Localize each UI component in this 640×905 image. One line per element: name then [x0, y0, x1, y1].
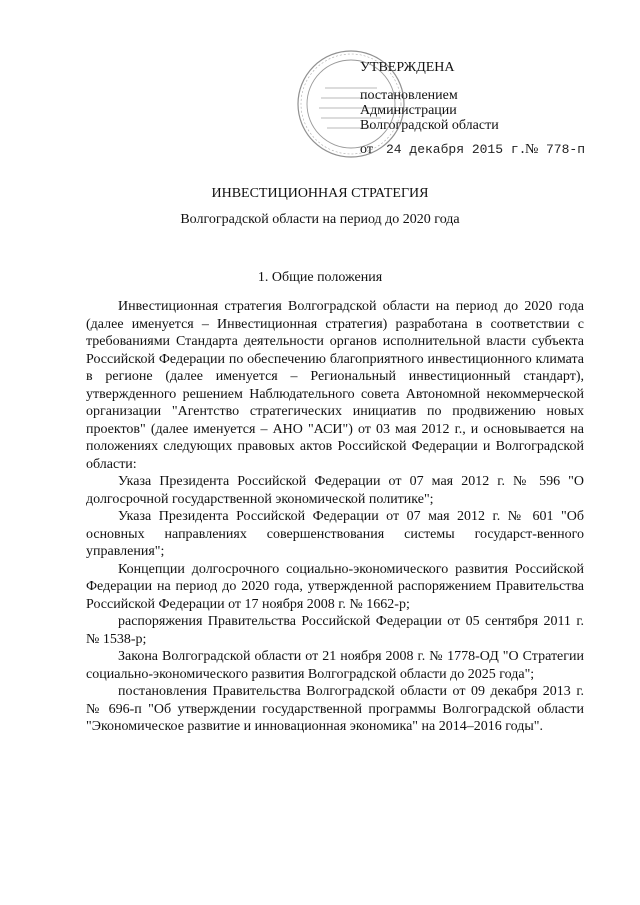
approval-line-3: Волгоградской области [360, 118, 499, 133]
stamp-seal [295, 48, 407, 160]
document-subtitle: Волгоградской области на период до 2020 года [180, 212, 460, 227]
approval-number-label: № [525, 142, 539, 157]
paragraph: Указа Президента Российской Федерации от 07 мая 2012 г. № 601 "Об основных направлениях совершенствования системы государст-венного управления"; [86, 509, 584, 559]
paragraph: Указа Президента Российской Федерации от 07 мая 2012 г. № 596 "О долгосрочной государственной экономической политике"; [86, 474, 584, 507]
approval-number: 778-п [546, 142, 586, 157]
approved-heading: УТВЕРЖДЕНА [360, 60, 455, 75]
paragraph: распоряжения Правительства Российской Федерации от 05 сентября 2011 г. № 1538-р; [86, 614, 584, 647]
paragraph: Инвестиционная стратегия Волгоградской области на период до 2020 года (далее именуется – Инвестиционная стратегия) разработана в соответствии с требованиями Стандарта деятельности органов исполнительной власти субъекта Российской Федерации по обеспечению благоприятного инвестиционного климата в регионе (далее именуется – Региональный инвестиционный стандарт), утвержденного решением Наблюдательного совета Автономной некоммерческой организации "Агентство стратегических инициатив по продвижению новых проектов" (далее именуется – АНО "АСИ") от 03 мая 2012 г., и основывается на положениях следующих правовых актов Российской Федерации и Волгоградской области: [86, 299, 584, 472]
approval-date: 24 декабря 2015 г. [386, 142, 527, 157]
section-heading: 1. Общие положения [257, 270, 383, 285]
paragraph: постановления Правительства Волгоградской области от 09 декабря 2013 г. № 696-п "Об утверждении государственной программы Волгоградской области "Экономическое развитие и инновационная экономика" на 2014–2016 годы". [86, 684, 584, 734]
approval-from-label: от [360, 142, 373, 157]
document-title: ИНВЕСТИЦИОННАЯ СТРАТЕГИЯ [211, 186, 429, 201]
approval-line-2: Администрации [360, 103, 457, 118]
approval-line-1: постановлением [360, 88, 458, 103]
paragraph: Концепции долгосрочного социально-экономического развития Российской Федерации на период до 2020 года, утвержденной распоряжением Правительства Российской Федерации от 17 ноября 2008 г. № 1662-р; [86, 561, 584, 612]
paragraph: Закона Волгоградской области от 21 ноября 2008 г. № 1778-ОД "О Стратегии социально-экономического развития Волгоградской области до 2025 года"; [86, 649, 584, 682]
body-text [86, 298, 584, 736]
